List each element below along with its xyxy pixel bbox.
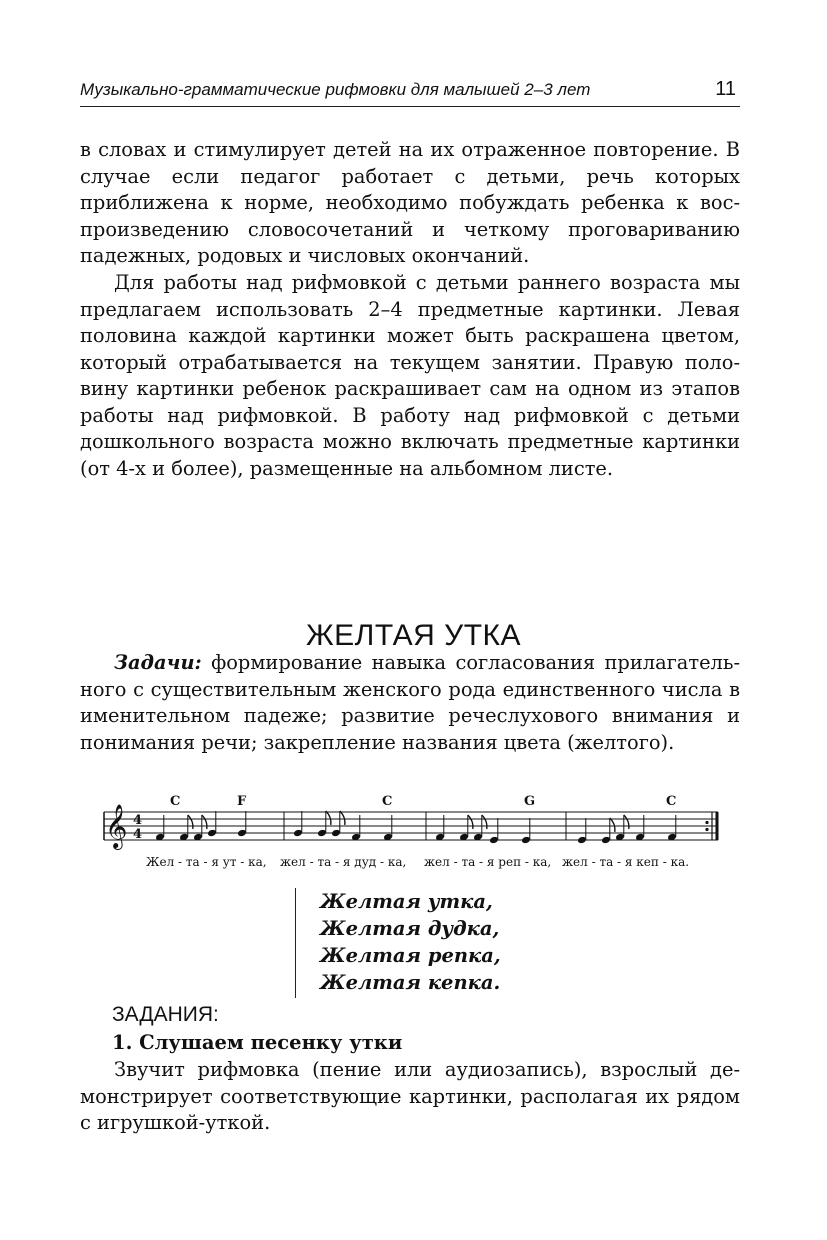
note: [577, 818, 587, 844]
note: [237, 811, 247, 837]
note: [489, 818, 499, 844]
intro-paragraph-2: [80, 270, 740, 482]
running-header: [80, 76, 740, 107]
tasks-text: формирование навыка согласования прилагательного с существительным женского рода единственного числа в именительном падеже; развитие речеслухового внимания и понимания речи; закрепление названия цвета (желтого).: [80, 651, 740, 754]
time-signature-bottom: 4: [133, 827, 143, 842]
lyric-phrase: жел - та - я кеп - ка.: [562, 855, 690, 869]
poem-line: Желтая кепка.: [320, 971, 501, 994]
note: [207, 811, 217, 837]
poem-line: Желтая дудка,: [320, 917, 500, 940]
page-number: 11: [715, 78, 736, 100]
exercise-title: 1. Слушаем песенку утки: [112, 1031, 403, 1054]
header-title: Музыкально-грамматические рифмовки для малышей 2–3 лет: [80, 80, 591, 99]
time-signature-top: 4: [133, 813, 143, 828]
tasks-paragraph: [80, 650, 740, 756]
music-score: [94, 785, 724, 884]
tasks-label: Задачи:: [114, 651, 202, 674]
lyric-phrase: жел - та - я реп - ка,: [424, 855, 552, 869]
chord-symbol: C: [382, 794, 393, 809]
lyric-phrase: жел - та - я дуд - ка,: [280, 855, 407, 869]
chord-symbol: C: [666, 794, 677, 809]
assignments-heading: ЗАДАНИЯ:: [112, 1003, 219, 1026]
note: [521, 818, 531, 844]
chord-symbol: F: [237, 794, 247, 809]
poem-line: Желтая репка,: [320, 944, 501, 967]
exercise-text: Звучит рифмовка (пение или аудиозапись), взрослый демонстрирует соответствующие картинки, располагая их рядом с игрушкой-уткой.: [80, 1058, 740, 1134]
exercise-paragraph: [80, 1057, 740, 1137]
note: [293, 811, 303, 837]
section-title: ЖЕЛТАЯ УТКА: [305, 618, 522, 652]
intro-paragraph-1: в словах и стимулирует детей на их отраженное повторение. В случае если педагог работает с детьми, речь которых приближена к норме, необходимо побуждать ребенка к воспроизведению словосочетаний и четкому проговариванию падежных, родовых и числовых окончаний.: [80, 138, 740, 267]
poem-block: [295, 888, 501, 998]
lyric-phrase: Жел - та - я ут - ка,: [146, 855, 267, 869]
intro-paragraph-2-text: Для работы над рифмовкой с детьми раннего возраста мы предлагаем использовать 2–4 предметные картинки. Левая половина каждой картинки может быть раскрашена цветом, который отрабатывается на текущем занятии. Правую половину картинки ребенок раскрашивает сам на одном из этапов работы над рифмовкой. В работу над рифмовкой с детьми дошкольного возраста можно включать предметные картинки (от 4-х и более), размещенные на альбомном листе.: [80, 271, 740, 480]
treble-clef-icon: 𝄞: [105, 804, 128, 848]
chord-symbol: G: [524, 794, 536, 809]
chord-symbol: C: [170, 794, 181, 809]
poem-line: Желтая утка,: [320, 890, 493, 913]
